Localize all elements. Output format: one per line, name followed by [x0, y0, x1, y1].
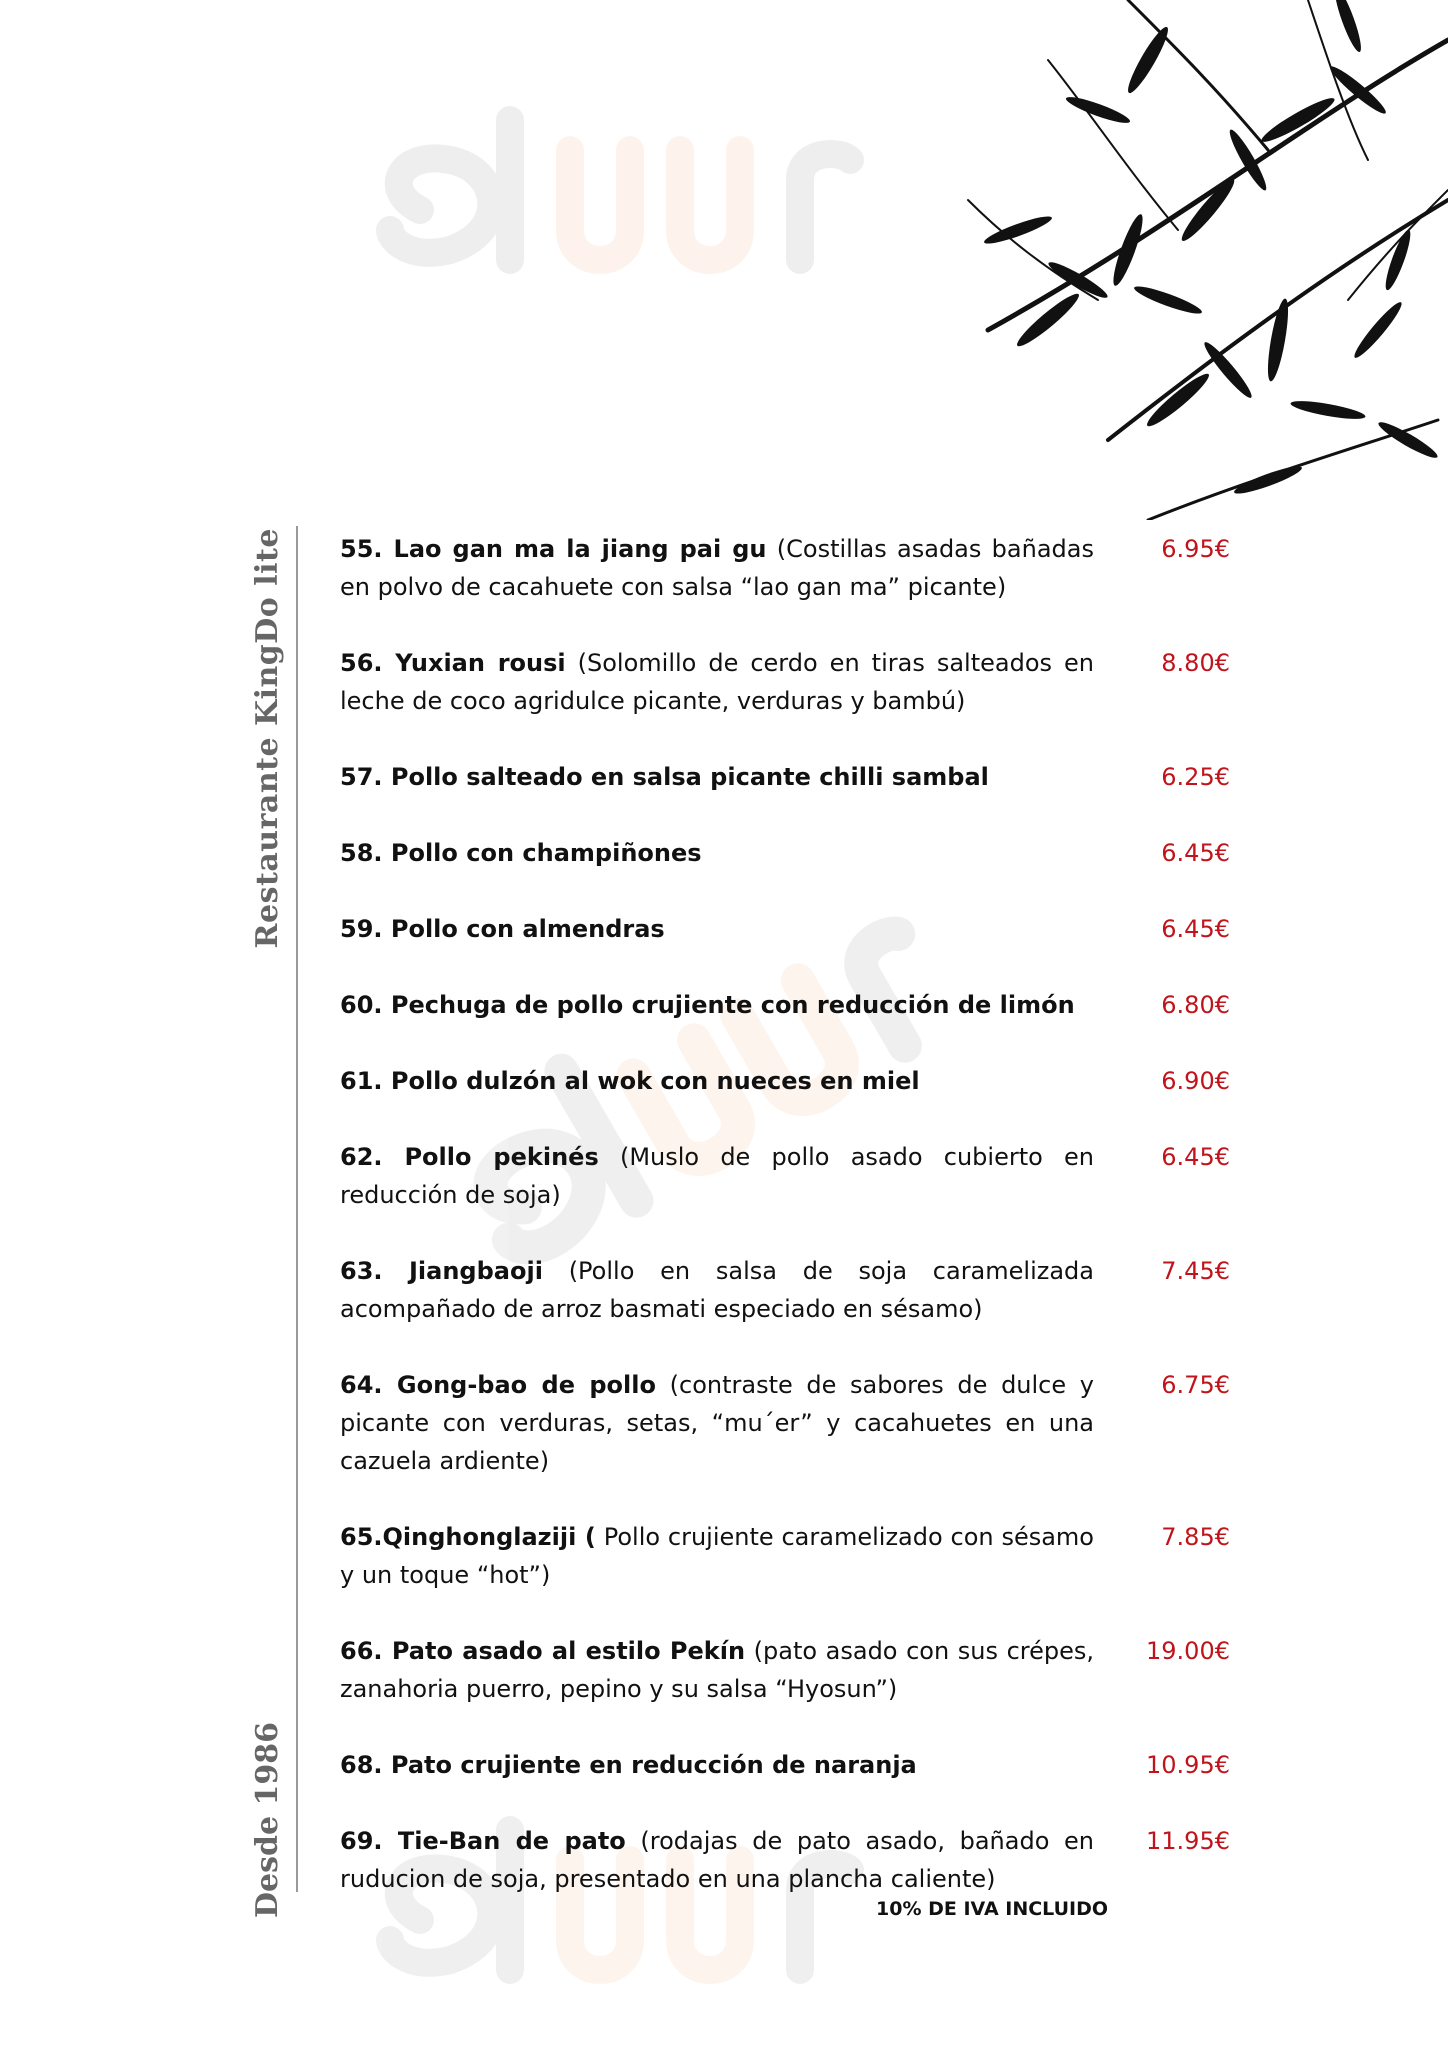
dish-name: 56. Yuxian rousi — [340, 649, 566, 677]
dish-description: (contraste de sabores de dulce y picante con verduras, setas, “mu´er” y cacahuetes en una cazuela ardiente) — [340, 1371, 1094, 1475]
dish-name: 59. Pollo con almendras — [340, 915, 665, 943]
vat-note: 10% DE IVA INCLUIDO — [876, 1898, 1109, 1920]
menu-item — [340, 530, 1230, 606]
menu-item — [340, 1822, 1230, 1898]
dish-price: 6.45€ — [1161, 1143, 1230, 1171]
dish-name: 55. Lao gan ma la jiang pai gu — [340, 535, 767, 563]
dish-description: (rodajas de pato asado, bañado en ruducion de soja, presentado en una plancha caliente) — [340, 1827, 1094, 1893]
menu-item — [340, 1746, 1230, 1784]
restaurant-name-vertical: Restaurante KingDo lite — [250, 528, 285, 949]
menu-item — [340, 758, 1230, 796]
dish-description: (Costillas asadas bañadas en polvo de cacahuete con salsa “lao gan ma” picante) — [340, 535, 1094, 601]
dish-name: 60. Pechuga de pollo crujiente con reducción de limón — [340, 991, 1075, 1019]
dish-price: 6.25€ — [1161, 763, 1230, 791]
dish-name: 58. Pollo con champiñones — [340, 839, 702, 867]
dish-price: 7.85€ — [1161, 1523, 1230, 1551]
menu-item — [340, 910, 1230, 948]
dish-name: 65.Qinghonglaziji ( — [340, 1523, 596, 1551]
dish-description: Pollo crujiente caramelizado con sésamo y un toque “hot”) — [340, 1523, 1094, 1589]
dish-description: (Pollo en salsa de soja caramelizada acompañado de arroz basmati especiado en sésamo) — [340, 1257, 1094, 1323]
dish-name: 64. Gong-bao de pollo — [340, 1371, 656, 1399]
menu-item — [340, 1518, 1230, 1594]
dish-price: 11.95€ — [1146, 1827, 1230, 1855]
divider-line — [296, 526, 298, 1892]
dish-price: 6.45€ — [1161, 839, 1230, 867]
dish-description: (pato asado con sus crépes, zanahoria puerro, pepino y su salsa “Hyosun”) — [340, 1637, 1094, 1703]
dish-name: 68. Pato crujiente en reducción de naranja — [340, 1751, 917, 1779]
bamboo-branch-illustration — [748, 0, 1448, 520]
menu-item — [340, 644, 1230, 720]
since-year-vertical: Desde 1986 — [250, 1722, 285, 1918]
menu-item — [340, 834, 1230, 872]
dish-price: 8.80€ — [1161, 649, 1230, 677]
menu-item — [340, 1062, 1230, 1100]
menu-item — [340, 1366, 1230, 1480]
dish-price: 19.00€ — [1146, 1637, 1230, 1665]
dish-price: 10.95€ — [1146, 1751, 1230, 1779]
dish-price: 7.45€ — [1161, 1257, 1230, 1285]
dish-name: 63. Jiangbaoji — [340, 1257, 543, 1285]
dish-price: 6.45€ — [1161, 915, 1230, 943]
dish-name: 57. Pollo salteado en salsa picante chilli sambal — [340, 763, 989, 791]
menu-item — [340, 1252, 1230, 1328]
menu-item — [340, 1632, 1230, 1708]
dish-description: (Solomillo de cerdo en tiras salteados en leche de coco agridulce picante, verduras y bambú) — [340, 649, 1095, 715]
dish-price: 6.90€ — [1161, 1067, 1230, 1095]
dish-description: (Muslo de pollo asado cubierto en reducción de soja) — [340, 1143, 1094, 1209]
dish-price: 6.80€ — [1161, 991, 1230, 1019]
dish-price: 6.95€ — [1161, 535, 1230, 563]
dish-name: 61. Pollo dulzón al wok con nueces en miel — [340, 1067, 920, 1095]
menu-item — [340, 1138, 1230, 1214]
dish-name: 66. Pato asado al estilo Pekín — [340, 1637, 746, 1665]
menu-item — [340, 986, 1230, 1024]
dish-price: 6.75€ — [1161, 1371, 1230, 1399]
dish-name: 69. Tie-Ban de pato — [340, 1827, 626, 1855]
dish-name: 62. Pollo pekinés — [340, 1143, 599, 1171]
